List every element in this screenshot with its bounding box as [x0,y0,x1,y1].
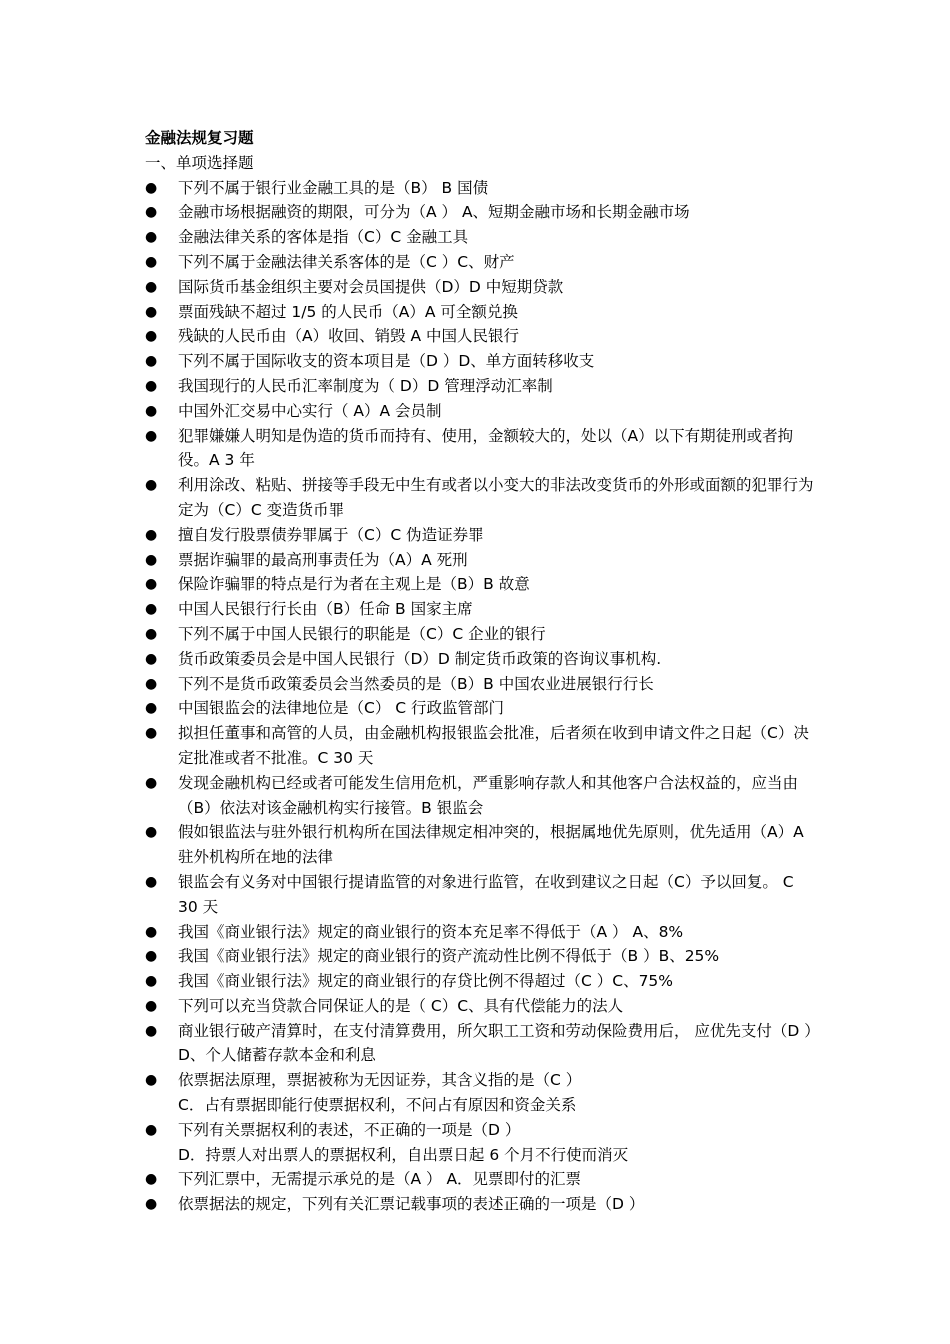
question-text: 商业银行破产清算时，在支付清算费用，所欠职工工资和劳动保险费用后， 应优先支付（D ）D、个人储蓄存款本金和利息 [178,1021,813,1065]
bullet-icon: ● [145,204,158,221]
list-item [145,647,815,672]
list-item [145,225,815,250]
list-item [145,572,815,597]
list-item [145,994,815,1019]
answer-text: C．占有票据即能行使票据权利，不问占有原因和资金关系 [178,1096,577,1115]
list-item [145,1068,815,1118]
list-item [145,944,815,969]
question-text: 依票据法的规定，下列有关汇票记载事项的表述正确的一项是（D ） [178,1195,645,1214]
question-text: 发现金融机构已经或者可能发生信用危机，严重影响存款人和其他客户合法权益的，应当由（B）依法对该金融机构实行接管。B 银监会 [178,773,799,817]
question-text: 我国《商业银行法》规定的商业银行的资产流动性比例不得低于（B ）B、25% [178,947,720,966]
bullet-icon: ● [145,576,158,593]
list-item [145,672,815,697]
bullet-icon: ● [145,625,158,642]
bullet-icon: ● [145,303,158,320]
list-item [145,969,815,994]
question-text: 金融法律关系的客体是指（C）C 金融工具 [178,228,469,247]
bullet-icon: ● [145,526,158,543]
bullet-icon: ● [145,973,158,990]
question-text: 中国银监会的法律地位是（C） C 行政监管部门 [178,699,505,718]
bullet-icon: ● [145,997,158,1014]
bullet-icon: ● [145,774,158,791]
list-item [145,349,815,374]
section-heading: 一、单项选择题 [145,153,254,172]
question-text: 金融市场根据融资的期限，可分为（A ） A、短期金融市场和长期金融市场 [178,203,690,222]
list-item [145,374,815,399]
bullet-icon: ● [145,873,158,890]
bullet-icon: ● [145,1072,158,1089]
question-text: 货币政策委员会是中国人民银行（D）D 制定货币政策的咨询议事机构. [178,649,662,668]
bullet-icon: ● [145,377,158,394]
list-item [145,200,815,225]
list-item [145,424,815,474]
question-text: 残缺的人民币由（A）收回、销毁 A 中国人民银行 [178,327,520,346]
list-item [145,473,815,523]
list-item [145,622,815,647]
list-item [145,597,815,622]
document-title: 金融法规复习题 [145,129,254,147]
question-text: 下列汇票中，无需提示承兑的是（A ） A．见票即付的汇票 [178,1170,582,1189]
bullet-icon: ● [145,1196,158,1213]
bullet-icon: ● [145,427,158,444]
list-item [145,399,815,424]
list-item [145,523,815,548]
answer-text: D．持票人对出票人的票据权利，自出票日起 6 个月不行使而消灭 [178,1145,629,1164]
list-item [145,1019,815,1069]
question-text: 银监会有义务对中国银行提请监管的对象进行监管，在收到建议之日起（C）予以回复。 C 30 天 [178,872,794,916]
question-text: 下列不属于银行业金融工具的是（B） B 国债 [178,178,489,197]
question-text: 我国现行的人民币汇率制度为（ D）D 管理浮动汇率制 [178,376,553,395]
bullet-icon: ● [145,253,158,270]
bullet-icon: ● [145,278,158,295]
question-text: 国际货币基金组织主要对会员国提供（D）D 中短期贷款 [178,277,564,296]
question-text: 擅自发行股票债券罪属于（C）C 伪造证券罪 [178,525,484,544]
question-text: 保险诈骗罪的特点是行为者在主观上是（B）B 故意 [178,575,530,594]
list-item [145,696,815,721]
bullet-icon: ● [145,824,158,841]
question-text: 下列不属于国际收支的资本项目是（D ）D、单方面转移收支 [178,352,595,371]
list-item [145,920,815,945]
bullet-icon: ● [145,328,158,345]
bullet-icon: ● [145,402,158,419]
question-text: 利用涂改、粘贴、拼接等手段无中生有或者以小变大的非法改变货币的外形或面额的犯罪行为定为（C）C 变造货币罪 [178,476,814,519]
question-text: 我国《商业银行法》规定的商业银行的存贷比例不得超过（C ）C、75% [178,972,674,991]
list-item [145,275,815,300]
bullet-icon: ● [145,650,158,667]
question-list [145,176,815,1217]
list-item [145,721,815,771]
question-text: 拟担任董事和高管的人员，由金融机构报银监会批准，后者须在收到申请文件之日起（C）决定批准或者不批准。C 30 天 [178,724,809,767]
question-text: 下列有关票据权利的表述，不正确的一项是（D ） [178,1120,521,1139]
bullet-icon: ● [145,477,158,494]
question-text: 下列不属于中国人民银行的职能是（C）C 企业的银行 [178,624,546,643]
list-item [145,300,815,325]
question-text: 票据诈骗罪的最高刑事责任为（A）A 死刑 [178,550,468,569]
list-item [145,1167,815,1192]
question-text: 下列可以充当贷款合同保证人的是（ C）C、具有代偿能力的法人 [178,996,624,1015]
question-text: 中国外汇交易中心实行（ A）A 会员制 [178,401,442,420]
list-item [145,870,815,920]
question-text: 我国《商业银行法》规定的商业银行的资本充足率不得低于（A ） A、8% [178,922,684,941]
document-body [145,126,815,1217]
question-text: 中国人民银行行长由（B）任命 B 国家主席 [178,600,473,619]
bullet-icon: ● [145,1121,158,1138]
list-item [145,548,815,573]
list-item [145,820,815,870]
list-item [145,250,815,275]
bullet-icon: ● [145,1171,158,1188]
question-text: 票面残缺不超过 1/5 的人民币（A）A 可全额兑换 [178,302,518,321]
list-item [145,1192,815,1217]
list-item [145,771,815,821]
list-item [145,176,815,201]
list-item [145,324,815,349]
bullet-icon: ● [145,700,158,717]
bullet-icon: ● [145,229,158,246]
question-text: 假如银监法与驻外银行机构所在国法律规定相冲突的，根据属地优先原则，优先适用（A）A 驻外机构所在地的法律 [178,823,804,867]
bullet-icon: ● [145,179,158,196]
bullet-icon: ● [145,551,158,568]
bullet-icon: ● [145,601,158,618]
bullet-icon: ● [145,675,158,692]
question-text: 下列不属于金融法律关系客体的是（C ）C、财产 [178,252,515,271]
list-item [145,1118,815,1168]
bullet-icon: ● [145,1022,158,1039]
bullet-icon: ● [145,353,158,370]
bullet-icon: ● [145,923,158,940]
bullet-icon: ● [145,725,158,742]
question-text: 犯罪嫌嫌人明知是伪造的货币而持有、使用，金额较大的，处以（A）以下有期徒刑或者拘役。A 3 年 [178,426,794,470]
bullet-icon: ● [145,948,158,965]
question-text: 依票据法原理，票据被称为无因证券，其含义指的是（C ） [178,1071,582,1090]
question-text: 下列不是货币政策委员会当然委员的是（B）B 中国农业进展银行行长 [178,674,654,693]
